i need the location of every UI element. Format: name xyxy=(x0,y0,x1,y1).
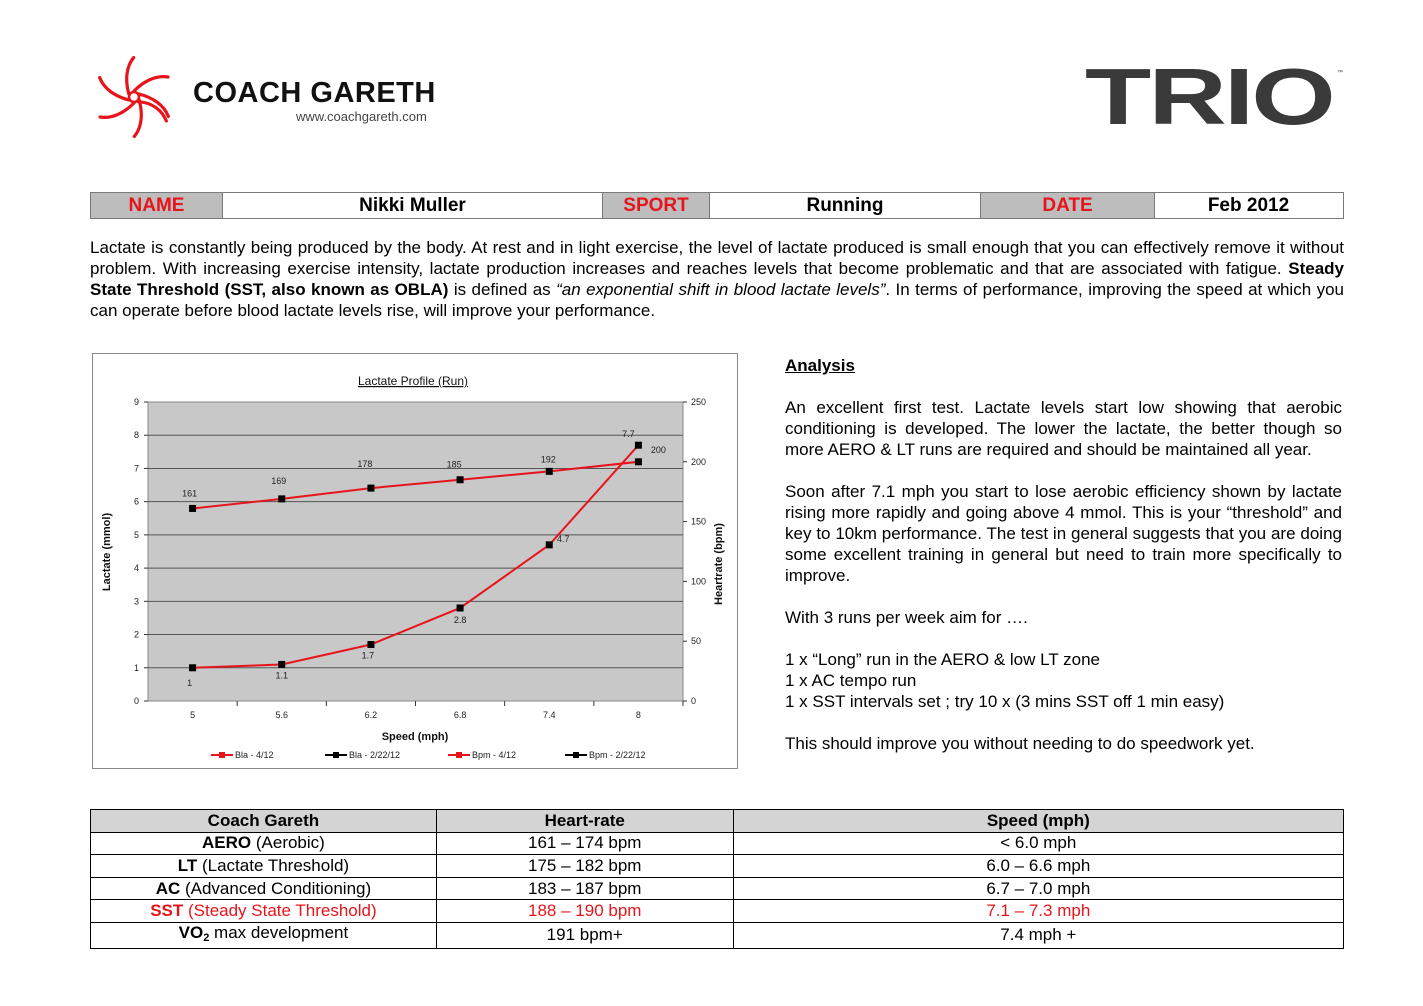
zone-speed: 6.0 – 6.6 mph xyxy=(733,855,1343,878)
analysis-paragraph-1: An excellent first test. Lactate levels start low showing that aerobic conditioning is developed. The lower the lactate, the better though so more AERO & LT runs are required and should be maintained all year. xyxy=(785,398,1342,459)
coach-gareth-url: www.coachgareth.com xyxy=(296,109,427,124)
data-point-bla xyxy=(546,541,553,548)
data-point-bpm xyxy=(367,485,374,492)
data-point-bpm xyxy=(635,458,642,465)
table-row xyxy=(91,832,1344,855)
date-label: DATE xyxy=(981,193,1155,218)
y-tick-label: 3 xyxy=(133,596,139,607)
name-label: NAME xyxy=(91,193,223,218)
data-label-bla: 1.7 xyxy=(361,650,375,661)
y-tick-label: 1 xyxy=(133,662,139,673)
zone-abbr: SST xyxy=(150,901,184,921)
column-header: Speed (mph) xyxy=(733,810,1343,833)
legend-item: Bla - 4/12 xyxy=(235,750,274,760)
list-item: 1 x “Long” run in the AERO & low LT zone xyxy=(785,650,1100,669)
legend-swatch-marker xyxy=(219,752,225,758)
trio-logo xyxy=(1085,62,1350,132)
y2-tick-label: 250 xyxy=(691,397,707,407)
y-axis-label: Lactate (mmol) xyxy=(101,512,113,592)
x-tick-label: 8 xyxy=(635,710,641,720)
table-row xyxy=(91,900,1344,923)
coach-gareth-logo xyxy=(90,55,470,140)
run-plan-list xyxy=(785,649,1342,712)
intro-bold-term: Steady State Threshold (SST, also known as OBLA) xyxy=(90,259,1344,299)
legend-item: Bla - 2/22/12 xyxy=(349,750,401,760)
zone-desc: (Advanced Conditioning) xyxy=(180,878,372,898)
name-value: Nikki Muller xyxy=(223,193,603,218)
zone-speed: 6.7 – 7.0 mph xyxy=(733,877,1343,900)
data-point-bpm xyxy=(189,505,196,512)
zone-speed: 7.4 mph + xyxy=(733,922,1343,948)
y-tick-label: 8 xyxy=(133,430,139,441)
analysis-section xyxy=(785,355,1342,775)
table-row xyxy=(91,877,1344,900)
zone-heart-rate: 188 – 190 bpm xyxy=(436,900,733,923)
y2-tick-label: 150 xyxy=(691,516,707,527)
zone-desc: (Lactate Threshold) xyxy=(197,855,350,875)
y-tick-label: 0 xyxy=(133,696,139,706)
y-tick-label: 5 xyxy=(133,529,139,540)
data-point-bla xyxy=(189,664,196,671)
y2-tick-label: 100 xyxy=(691,576,707,587)
chart-title: Lactate Profile (Run) xyxy=(357,374,469,388)
data-label-bla: 1 xyxy=(187,677,193,688)
sport-label: SPORT xyxy=(603,193,710,218)
data-label-bpm: 185 xyxy=(446,459,462,470)
data-label-bla: 4.7 xyxy=(556,533,570,544)
zone-heart-rate: 191 bpm+ xyxy=(436,922,733,948)
table-row xyxy=(91,855,1344,878)
data-point-bpm xyxy=(546,468,553,475)
y2-axis-label: Heartrate (bpm) xyxy=(713,523,725,605)
list-item: 1 x SST intervals set ; try 10 x (3 mins SST off 1 min easy) xyxy=(785,692,1225,711)
sport-value: Running xyxy=(710,193,981,218)
zone-name xyxy=(91,922,437,948)
training-zones-table xyxy=(90,809,1344,949)
table-header-row xyxy=(91,810,1344,833)
legend-item: Bpm - 2/22/12 xyxy=(589,750,646,760)
svg-text:TRIO xyxy=(1085,62,1333,132)
zone-abbr: AERO xyxy=(202,833,252,853)
analysis-paragraph-4: This should improve you without needing to do speedwork yet. xyxy=(785,734,1255,753)
zone-abbr-subscript: 2 xyxy=(203,931,210,944)
zone-name xyxy=(91,900,437,923)
zone-name xyxy=(91,877,437,900)
zone-name xyxy=(91,855,437,878)
y-tick-label: 9 xyxy=(133,397,139,407)
zone-desc: max development xyxy=(209,922,349,942)
list-item: 1 x AC tempo run xyxy=(785,671,917,690)
data-point-bpm xyxy=(457,476,464,483)
zone-heart-rate: 183 – 187 bpm xyxy=(436,877,733,900)
x-axis-label: Speed (mph) xyxy=(381,731,449,743)
data-label-bla: 7.7 xyxy=(622,429,635,440)
svg-text:™: ™ xyxy=(1337,70,1343,76)
intro-text-2: is defined as xyxy=(448,280,557,299)
y-tick-label: 7 xyxy=(133,463,139,474)
zone-heart-rate: 175 – 182 bpm xyxy=(436,855,733,878)
x-tick-label: 6.8 xyxy=(453,710,467,720)
y-tick-label: 4 xyxy=(133,563,139,574)
data-label-bpm: 200 xyxy=(650,444,666,455)
coach-gareth-name: COACH GARETH xyxy=(193,77,436,109)
zone-speed: 7.1 – 7.3 mph xyxy=(733,900,1343,923)
column-header: Heart-rate xyxy=(436,810,733,833)
zone-abbr: $VO_2$ xyxy=(178,922,210,944)
analysis-paragraph-2: Soon after 7.1 mph you start to lose aerobic efficiency shown by lactate rising more rapidly and going above 4 mmol. This is your “threshold” and key to 10km performance. The test in general suggests that you are doing some excellent training in general but need to train more specifically to improve. xyxy=(785,482,1342,585)
data-label-bla: 2.8 xyxy=(453,614,467,625)
data-point-bla xyxy=(457,604,464,611)
analysis-heading: Analysis xyxy=(785,356,855,375)
x-tick-label: 6.2 xyxy=(364,710,378,720)
intro-italic-definition: “an exponential shift in blood lactate levels” xyxy=(556,280,886,299)
zone-desc: (Steady State Threshold) xyxy=(183,901,377,921)
zone-name xyxy=(91,832,437,855)
date-value: Feb 2012 xyxy=(1155,193,1342,218)
y-tick-label: 6 xyxy=(133,496,139,507)
legend-swatch-marker xyxy=(456,752,462,758)
y2-tick-label: 0 xyxy=(691,696,697,706)
data-point-bla xyxy=(278,661,285,668)
legend-swatch-marker xyxy=(333,752,339,758)
intro-paragraph xyxy=(90,237,1344,321)
data-label-bpm: 178 xyxy=(357,459,373,470)
lactate-profile-chart xyxy=(92,353,738,769)
table-row xyxy=(91,922,1344,948)
y-tick-label: 2 xyxy=(133,629,139,640)
zone-abbr: AC xyxy=(155,878,181,898)
data-point-bla xyxy=(635,442,642,449)
x-tick-label: 5.6 xyxy=(275,710,289,720)
zone-abbr: LT xyxy=(177,855,198,875)
coach-gareth-mark-icon xyxy=(90,55,178,140)
chart-svg xyxy=(93,354,738,769)
legend-item: Bpm - 4/12 xyxy=(472,750,517,760)
data-label-bla: 1.1 xyxy=(275,670,289,681)
athlete-info-bar xyxy=(90,192,1344,219)
x-tick-label: 7.4 xyxy=(542,710,556,720)
x-tick-label: 5 xyxy=(190,710,196,720)
analysis-paragraph-3: With 3 runs per week aim for …. xyxy=(785,608,1028,627)
column-header: Coach Gareth xyxy=(91,810,437,833)
data-label-bpm: 169 xyxy=(271,475,287,486)
data-label-bpm: 192 xyxy=(540,454,556,465)
zone-desc: (Aerobic) xyxy=(251,833,325,853)
data-point-bla xyxy=(367,641,374,648)
intro-text-1: Lactate is constantly being produced by the body. At rest and in light exercise, the level of lactate produced is small enough that you can effectively remove it without problem. With increasing exercise intensity, lactate production increases and reaches levels that become problematic and that are associated with fatigue. xyxy=(90,238,1344,278)
y2-tick-label: 50 xyxy=(691,636,702,647)
legend-swatch-marker xyxy=(573,752,579,758)
trio-logo-text: TRIO xyxy=(1085,62,1333,132)
data-label-bpm: 161 xyxy=(182,488,198,499)
intro-text-3: . In terms of performance, improving the speed at which you can operate before blood lactate levels rise, will improve your performance. xyxy=(90,280,1344,320)
zone-heart-rate: 161 – 174 bpm xyxy=(436,832,733,855)
data-point-bpm xyxy=(278,495,285,502)
plot-area xyxy=(148,402,683,701)
y2-tick-label: 200 xyxy=(691,456,707,467)
zone-speed: < 6.0 mph xyxy=(733,832,1343,855)
